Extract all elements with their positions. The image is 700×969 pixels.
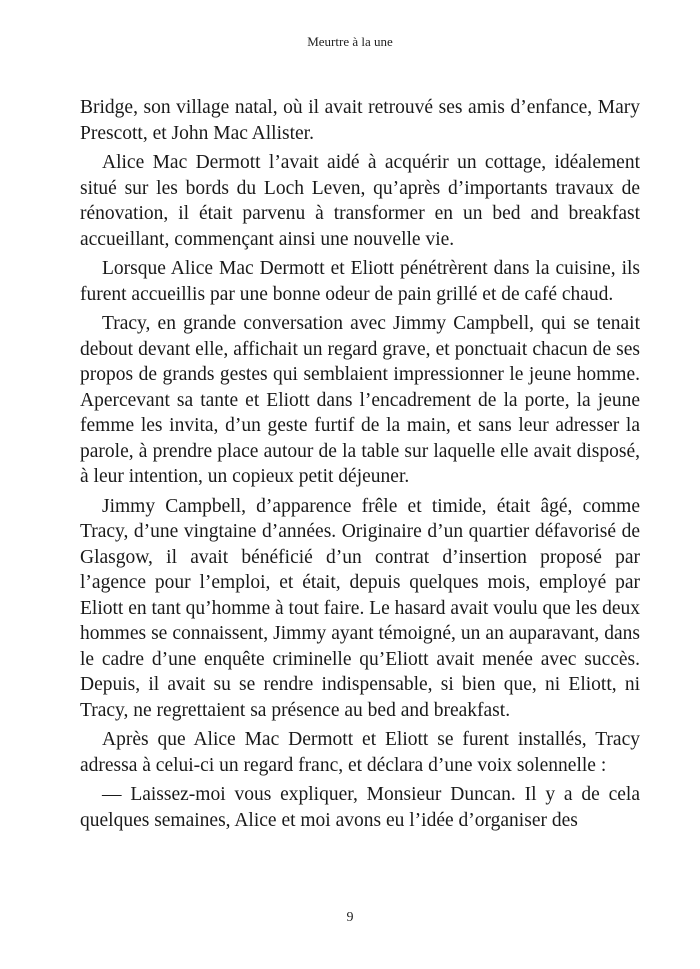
running-title: Meurtre à la une [307,34,393,49]
paragraph: Après que Alice Mac Dermott et Eliott se furent installés, Tracy adressa à celui-ci un regard franc, et déclara d’une voix solennelle : [80,729,640,776]
paragraph: Bridge, son village natal, où il avait retrouvé ses amis d’enfance, Mary Prescott, et John Mac Allister. [80,97,640,144]
body-text [80,95,640,837]
paragraph: Tracy, en grande conversation avec Jimmy Campbell, qui se tenait debout devant elle, affichait un regard grave, et ponctuait chacun de ses propos de grands gestes qui semblaient impressionner le jeune homme. Apercevant sa tante et Eliott dans l’encadrement de la porte, la jeune femme les invita, d’un geste furtif de la main, et sans leur adresser la parole, à prendre place autour de la table sur laquelle elle avait disposé, à leur intention, un copieux petit déjeuner. [80,313,640,487]
paragraph: Alice Mac Dermott l’avait aidé à acquérir un cottage, idéalement situé sur les bords du Loch Leven, qu’après d’importants travaux de rénovation, il était parvenu à transformer en un bed and breakfast accueillant, commençant ainsi une nouvelle vie. [80,152,640,250]
page-number: 9 [346,910,354,925]
paragraph: — Laissez-moi vous expliquer, Monsieur Duncan. Il y a de cela quelques semaines, Alice et moi avons eu l’idée d’organiser des [80,784,640,831]
paragraph: Lorsque Alice Mac Dermott et Eliott pénétrèrent dans la cuisine, ils furent accueillis par une bonne odeur de pain grillé et de café chaud. [80,258,640,305]
paragraph: Jimmy Campbell, d’apparence frêle et timide, était âgé, comme Tracy, d’une vingtaine d’années. Originaire d’un quartier défavorisé de Glasgow, il avait bénéficié d’un contrat d’insertion proposé par l’agence pour l’emploi, et était, depuis quelques mois, employé par Eliott en tant qu’homme à tout faire. Le hasard avait voulu que les deux hommes se connaissent, Jimmy ayant témoigné, un an auparavant, dans le cadre d’une enquête criminelle qu’Eliott avait menée avec succès. Depuis, il avait su se rendre indispensable, si bien que, ni Eliott, ni Tracy, ne regrettaient sa présence au bed and breakfast. [80,495,640,721]
